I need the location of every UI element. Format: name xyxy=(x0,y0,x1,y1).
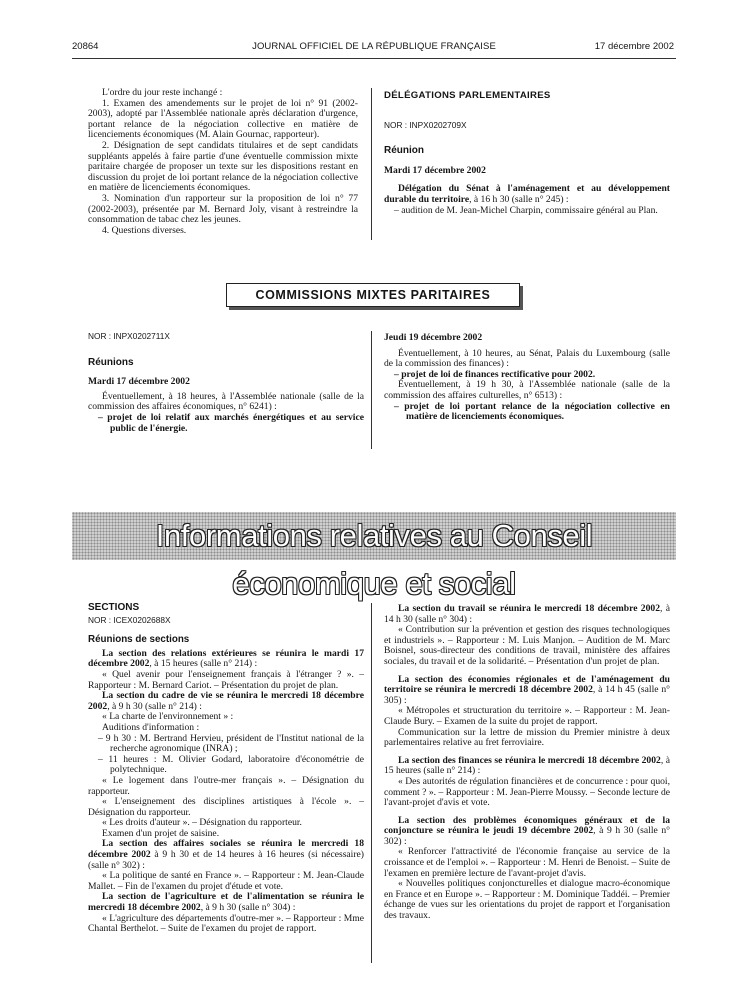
sections-title: SECTIONS xyxy=(88,602,140,613)
bill-item: – projet de loi relatif aux marchés énergétiques et au service public de l'énergie. xyxy=(98,411,364,434)
meeting-place: Éventuellement, à 18 heures, à l'Assemblée nationale (salle de la commission des affaires économiques, n° 6241) : xyxy=(88,390,364,413)
agenda-block xyxy=(88,88,358,236)
delegations-title: DÉLÉGATIONS PARLEMENTAIRES xyxy=(384,90,551,101)
meeting-place: Éventuellement, à 19 h 30, à l'Assemblée nationale (salle de la commission des affaires culturelles, n° 6513) : xyxy=(384,379,670,401)
section-time: , à 15 heures (salle n° 214) : xyxy=(149,658,258,670)
section-meeting xyxy=(88,649,364,670)
meeting-date: Mardi 17 décembre 2002 xyxy=(88,376,190,388)
agenda-intro: L'ordre du jour reste inchangé : xyxy=(102,87,223,98)
commissions-title-box: COMMISSIONS MIXTES PARITAIRES xyxy=(226,283,520,307)
agenda-text: « Des autorités de régulation financières et de concurrence : pour quoi, comment ? ». – Rapporteur : M. Jean-Pierre Moussy. – Seconde lecture de l'avant-projet d'avis et vote. xyxy=(384,775,670,809)
section-meeting xyxy=(384,604,670,625)
section-time: , à 14 h 45 (salle n° 305) : xyxy=(384,684,670,706)
agenda-item: 2. Désignation de sept candidats titulaires et de sept candidats suppléants appelés à faire partie d'une éventuelle commission mixte paritaire chargée de proposer un texte sur les dispositions restant en discussion du projet de loi portant relance de la négociation collective en matière de licenciements économiques. xyxy=(88,139,358,194)
agenda-text: « L'enseignement des disciplines artistiques à l'école ». – Désignation du rapporteur. xyxy=(88,796,364,818)
agenda-text: « Nouvelles politiques conjoncturelles et dialogue macro-économique en France et en Europe ». – Rapporteur : M. Dominique Taddéi. – Premier échange de vues sur les orientations du projet de rapport et l'organisation des travaux. xyxy=(384,878,670,922)
column-divider xyxy=(371,331,372,449)
section-time: à 9 h 30 et de 14 heures à 16 heures (si nécessaire) (salle n° 302) : xyxy=(88,849,364,871)
section-name: La section du travail se réunira le mercredi 18 décembre 2002 xyxy=(398,603,660,614)
agenda-text: Examen d'un projet de saisine. xyxy=(102,827,220,839)
page-number: 20864 xyxy=(72,41,99,52)
agenda-text: « La charte de l'environnement » : xyxy=(102,711,234,723)
sections-left-column xyxy=(88,603,364,935)
sections-subtitle: Réunions de sections xyxy=(88,634,190,646)
agenda-text: « Métropoles et structuration du territoire ». – Rapporteur : M. Jean-Claude Bury. – Examen de la suite du projet de rapport. xyxy=(384,705,670,727)
agenda-item: 3. Nomination d'un rapporteur sur la proposition de loi n° 77 (2002-2003), présentée par M. Bernard Joly, visant à restreindre la consommation de tabac chez les jeunes. xyxy=(88,192,358,226)
section-meeting xyxy=(384,675,670,707)
meeting-place: Éventuellement, à 10 heures, au Sénat, Palais du Luxembourg (salle de la commission des finances) : xyxy=(384,347,670,370)
audition-item: – 11 heures : M. Olivier Godard, laboratoire d'économétrie de polytechnique. xyxy=(98,753,364,776)
meeting-date: Mardi 17 décembre 2002 xyxy=(384,164,486,176)
column-divider xyxy=(371,88,372,240)
section-time: , à 15 heures (salle n° 214) : xyxy=(384,754,670,777)
reunion-heading: Réunion xyxy=(384,145,424,157)
section-meeting xyxy=(88,839,364,871)
section-meeting xyxy=(384,816,670,848)
agenda-text: « L'agriculture des départements d'outre-mer ». – Rapporteur : Mme Chantal Berthelot. – Suite de l'examen du projet de rapport. xyxy=(88,912,364,935)
issue-date: 17 décembre 2002 xyxy=(594,41,674,52)
agenda-text: Communication sur la lettre de mission du Premier ministre à deux parlementaires relative au fret ferroviaire. xyxy=(384,726,670,749)
nor-code: NOR : INPX0202709X xyxy=(384,119,467,130)
banner-title: Informations relatives au Conseil économique et social xyxy=(155,518,593,601)
agenda-text: « Les droits d'auteur ». – Désignation du rapporteur. xyxy=(102,817,302,829)
agenda-text: Auditions d'information : xyxy=(102,721,200,733)
bill-item: – projet de loi de finances rectificative pour 2002. xyxy=(394,368,596,380)
agenda-text: « Quel avenir pour l'enseignement français à l'étranger ? ». – Rapporteur : M. Bernard Cariot. – Présentation du projet de plan. xyxy=(88,668,364,691)
journal-title: JOURNAL OFFICIEL DE LA RÉPUBLIQUE FRANÇAISE xyxy=(252,41,496,52)
section-meeting xyxy=(88,691,364,712)
sections-right-column xyxy=(384,604,670,922)
section-name: La section de l'agriculture et de l'alimentation se réunira le mercredi 18 décembre 2002 xyxy=(88,891,364,914)
section-time: , à 14 h 30 (salle n° 304) : xyxy=(384,603,670,625)
section-banner xyxy=(72,512,676,601)
column-divider xyxy=(371,603,372,963)
agenda-item: 1. Examen des amendements sur le projet de loi n° 91 (2002-2003), adopté par l'Assemblée nationale après déclaration d'urgence, portant relance de la négociation collective en matière de licenciements économiques (M. Alain Gournac, rapporteur). xyxy=(88,97,358,141)
nor-code: NOR : ICEX0202688X xyxy=(88,614,171,625)
section-time: , à 9 h 30 (salle n° 304) : xyxy=(200,902,296,914)
section-time: , à 9 h 30 (salle n° 214) : xyxy=(107,700,202,712)
audition-item: – 9 h 30 : M. Bertrand Hervieu, président de l'Institut national de la recherche agronomique (INRA) ; xyxy=(98,732,364,755)
delegation-name: Délégation du Sénat à l'aménagement et au développement durable du territoire xyxy=(384,183,670,205)
agenda-text: « Le logement dans l'outre-mer français ». – Désignation du rapporteur. xyxy=(88,774,364,797)
section-name: La section des relations extérieures se réunira le mardi 17 décembre 2002 xyxy=(88,647,364,670)
header-rule xyxy=(72,58,676,59)
commissions-right xyxy=(384,333,670,423)
nor-code: NOR : INPX0202711X xyxy=(88,331,170,341)
commissions-left xyxy=(88,331,364,434)
agenda-text: « Renforcer l'attractivité de l'économie française au service de la croissance et de l'emploi ». – Rapporteur : M. Henri de Benoist. – Suite de l'examen en première lecture de l'avant-projet d'avis. xyxy=(384,846,670,879)
section-name: La section des finances se réunira le mercredi 18 décembre 2002 xyxy=(398,754,661,766)
section-name: La section des problèmes économiques généraux et de la conjoncture se réunira le jeudi 19 décembre 2002 xyxy=(384,814,670,837)
delegation-time: , à 16 h 30 (salle n° 245) : xyxy=(469,193,569,205)
running-header xyxy=(0,42,748,56)
delegations-block xyxy=(384,91,670,216)
section-time: , à 9 h 30 (salle n° 302) : xyxy=(384,825,670,847)
section-meeting xyxy=(384,756,670,777)
meeting-date: Jeudi 19 décembre 2002 xyxy=(384,332,483,343)
agenda-item: 4. Questions diverses. xyxy=(102,224,187,236)
delegation-item: – audition de M. Jean-Michel Charpin, commissaire général au Plan. xyxy=(394,204,658,216)
reunions-heading: Réunions xyxy=(88,356,134,368)
agenda-text: « La politique de santé en France ». – Rapporteur : M. Jean-Claude Mallet. – Fin de l'examen du projet d'étude et vote. xyxy=(88,870,364,892)
section-name: La section du cadre de vie se réunira le mercredi 18 décembre 2002 xyxy=(88,690,364,712)
bill-item: – projet de loi portant relance de la négociation collective en matière de licenciements économiques. xyxy=(394,400,670,423)
section-meeting xyxy=(88,892,364,913)
section-name: La section des économies régionales et de l'aménagement du territoire se réunira le mercredi 18 décembre 2002 xyxy=(384,673,670,696)
section-name: La section des affaires sociales se réunira le mercredi 18 décembre 2002 xyxy=(88,838,364,861)
agenda-text: « Contribution sur la prévention et gestion des risques technologiques et industriels ». – Rapporteur : M. Luis Manjon. – Audition de M. Marc Boisnel, sous-directeur des conditions de travail, ministère des affaires sociales, du travail et de la solidarité. – Présentation d'un projet de plan. xyxy=(384,624,670,667)
